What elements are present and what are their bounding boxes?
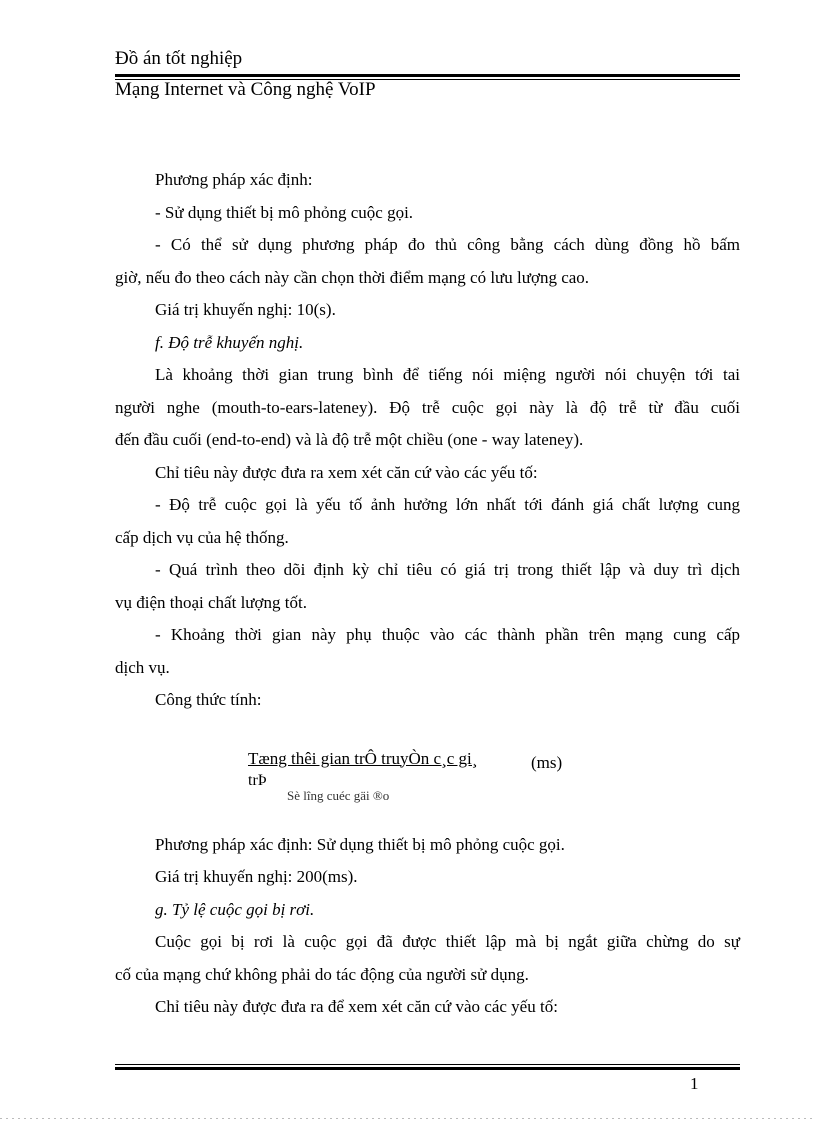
page-body	[115, 164, 740, 1024]
formula-unit: (ms)	[531, 752, 563, 772]
section-heading: f. Độ trễ khuyến nghị.	[155, 332, 304, 352]
paragraph: vụ điện thoại chất lượng tốt.	[115, 592, 307, 612]
paragraph: Phương pháp xác định:	[155, 170, 313, 189]
paragraph: Phương pháp xác định: Sử dụng thiết bị mô phỏng cuộc gọi.	[155, 834, 565, 854]
paragraph: Chỉ tiêu này được đưa ra xem xét căn cứ vào các yếu tố:	[155, 462, 538, 482]
section-heading: g. Tỷ lệ cuộc gọi bị rơi.	[155, 899, 315, 919]
formula-denominator: trÞ	[248, 771, 267, 789]
paragraph: - Khoảng thời gian này phụ thuộc vào các thành phần trên mạng cung cấp	[155, 625, 740, 644]
paragraph: cấp dịch vụ của hệ thống.	[115, 527, 289, 547]
document-header-subtitle: Mạng Internet và Công nghệ VoIP	[115, 79, 376, 100]
paragraph: Công thức tính:	[155, 690, 262, 709]
paragraph: Là khoảng thời gian trung bình để tiếng nói miệng người nói chuyện tới tai	[155, 365, 740, 384]
document-header-title: Đồ án tốt nghiệp	[115, 48, 243, 69]
footer-rule	[115, 1067, 740, 1070]
formula-numerator: Tæng thêi gian trÔ truyÒn c¸c gi¸	[248, 748, 478, 768]
paragraph: - Sử dụng thiết bị mô phỏng cuộc gọi.	[155, 202, 414, 222]
paragraph: dịch vụ.	[115, 657, 170, 677]
paragraph: Cuộc gọi bị rơi là cuộc gọi đã được thiết lập mà bị ngắt giữa chừng do sự	[155, 932, 740, 951]
paragraph: người nghe (mouth-to-ears-lateney). Độ trễ cuộc gọi này là độ trễ từ đầu cuối	[115, 397, 740, 417]
page-number: 1	[690, 1074, 699, 1093]
paragraph: - Độ trễ cuộc gọi là yếu tố ảnh hưởng lớn nhất tới đánh giá chất lượng cung	[155, 495, 740, 514]
paragraph: đến đầu cuối (end-to-end) và là độ trễ một chiều (one - way lateney).	[115, 430, 584, 449]
paragraph: cố của mạng chứ không phải do tác động của người sử dụng.	[115, 964, 529, 984]
paragraph: giờ, nếu đo theo cách này cần chọn thời điểm mạng có lưu lượng cao.	[115, 267, 590, 287]
footer-rule-thin	[115, 1064, 740, 1065]
formula-cut-text: Sè lîng cuéc gäi ®o	[287, 787, 390, 803]
paragraph: - Quá trình theo dõi định kỳ chỉ tiêu có giá trị trong thiết lập và duy trì dịch	[155, 560, 740, 579]
paragraph: Giá trị khuyến nghị: 200(ms).	[155, 867, 358, 886]
paragraph: Chỉ tiêu này được đưa ra để xem xét căn cứ vào các yếu tố:	[155, 997, 558, 1016]
page-bottom-border	[0, 1118, 816, 1119]
paragraph: Giá trị khuyến nghị: 10(s).	[155, 300, 336, 319]
formula	[115, 717, 740, 829]
paragraph: - Có thể sử dụng phương pháp đo thủ công bằng cách dùng đồng hồ bấm	[155, 235, 740, 254]
